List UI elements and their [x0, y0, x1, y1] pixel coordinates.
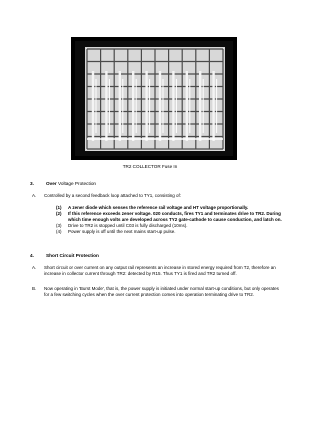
section-3-title-rest: Voltage Protection — [56, 181, 97, 186]
oscilloscope-trace-image — [71, 37, 237, 160]
section-3-para-a-text: Controlled by a second feedback loop attached to TY1, consisting of: — [44, 193, 182, 198]
section-4-para-b-letter: B. — [32, 286, 37, 291]
section-3-item-2 — [56, 211, 286, 223]
section-3-title-prefix: Over — [46, 181, 57, 186]
section-4-title: Short Circuit Protection — [46, 253, 99, 258]
item-text: Drive to TR2 is stopped until C03 is fully discharged (10ms). — [68, 223, 188, 228]
section-4-para-b — [32, 286, 280, 298]
item-text: A zener diode which senses the reference rail voltage and HT voltage proportionally. — [68, 205, 249, 210]
section-4-heading — [30, 253, 280, 259]
section-4-para-a-text: Short circuit or over current on any output rail represents an increase in stored energy required from T2, therefore an increase in collector current through TR2: detected by R15. Thus TY1 is fired and TR2 turned off. — [44, 265, 276, 276]
item-number: (3) — [56, 223, 62, 228]
section-4-para-a — [32, 265, 280, 277]
section-3-para-a-letter: A. — [32, 193, 37, 198]
section-3-heading — [30, 181, 280, 187]
section-3-number: 3. — [30, 181, 34, 186]
oscilloscope-photo — [71, 37, 237, 160]
section-4-para-a-letter: A. — [32, 265, 37, 270]
item-text: If this reference exceeds zener voltage. 020 conducts, fires TY1 and terminates drive to TR2. During which time enough volts are developed across TY2 gate-cathode to cause conduction, and latch on. — [68, 211, 282, 222]
section-4-para-b-text: Now operating in 'Burst Mode', that is, the power supply is initiated under normal start-up conditions, but only operates for a few switching cycles when the over current protection comes into operation terminating drive to TR2. — [44, 286, 279, 297]
section-3-item-4 — [56, 229, 286, 235]
item-number: (1) — [56, 205, 62, 210]
section-3-item-list — [56, 205, 286, 235]
section-3-para-a — [32, 193, 280, 199]
section-4-number: 4. — [30, 253, 34, 258]
item-number: (4) — [56, 229, 62, 234]
item-number: (2) — [56, 211, 62, 216]
figure-caption: TR2 COLLECTOR Fuse In — [122, 164, 178, 169]
item-text: Power supply is off until the next mains start-up pulse. — [68, 229, 176, 234]
